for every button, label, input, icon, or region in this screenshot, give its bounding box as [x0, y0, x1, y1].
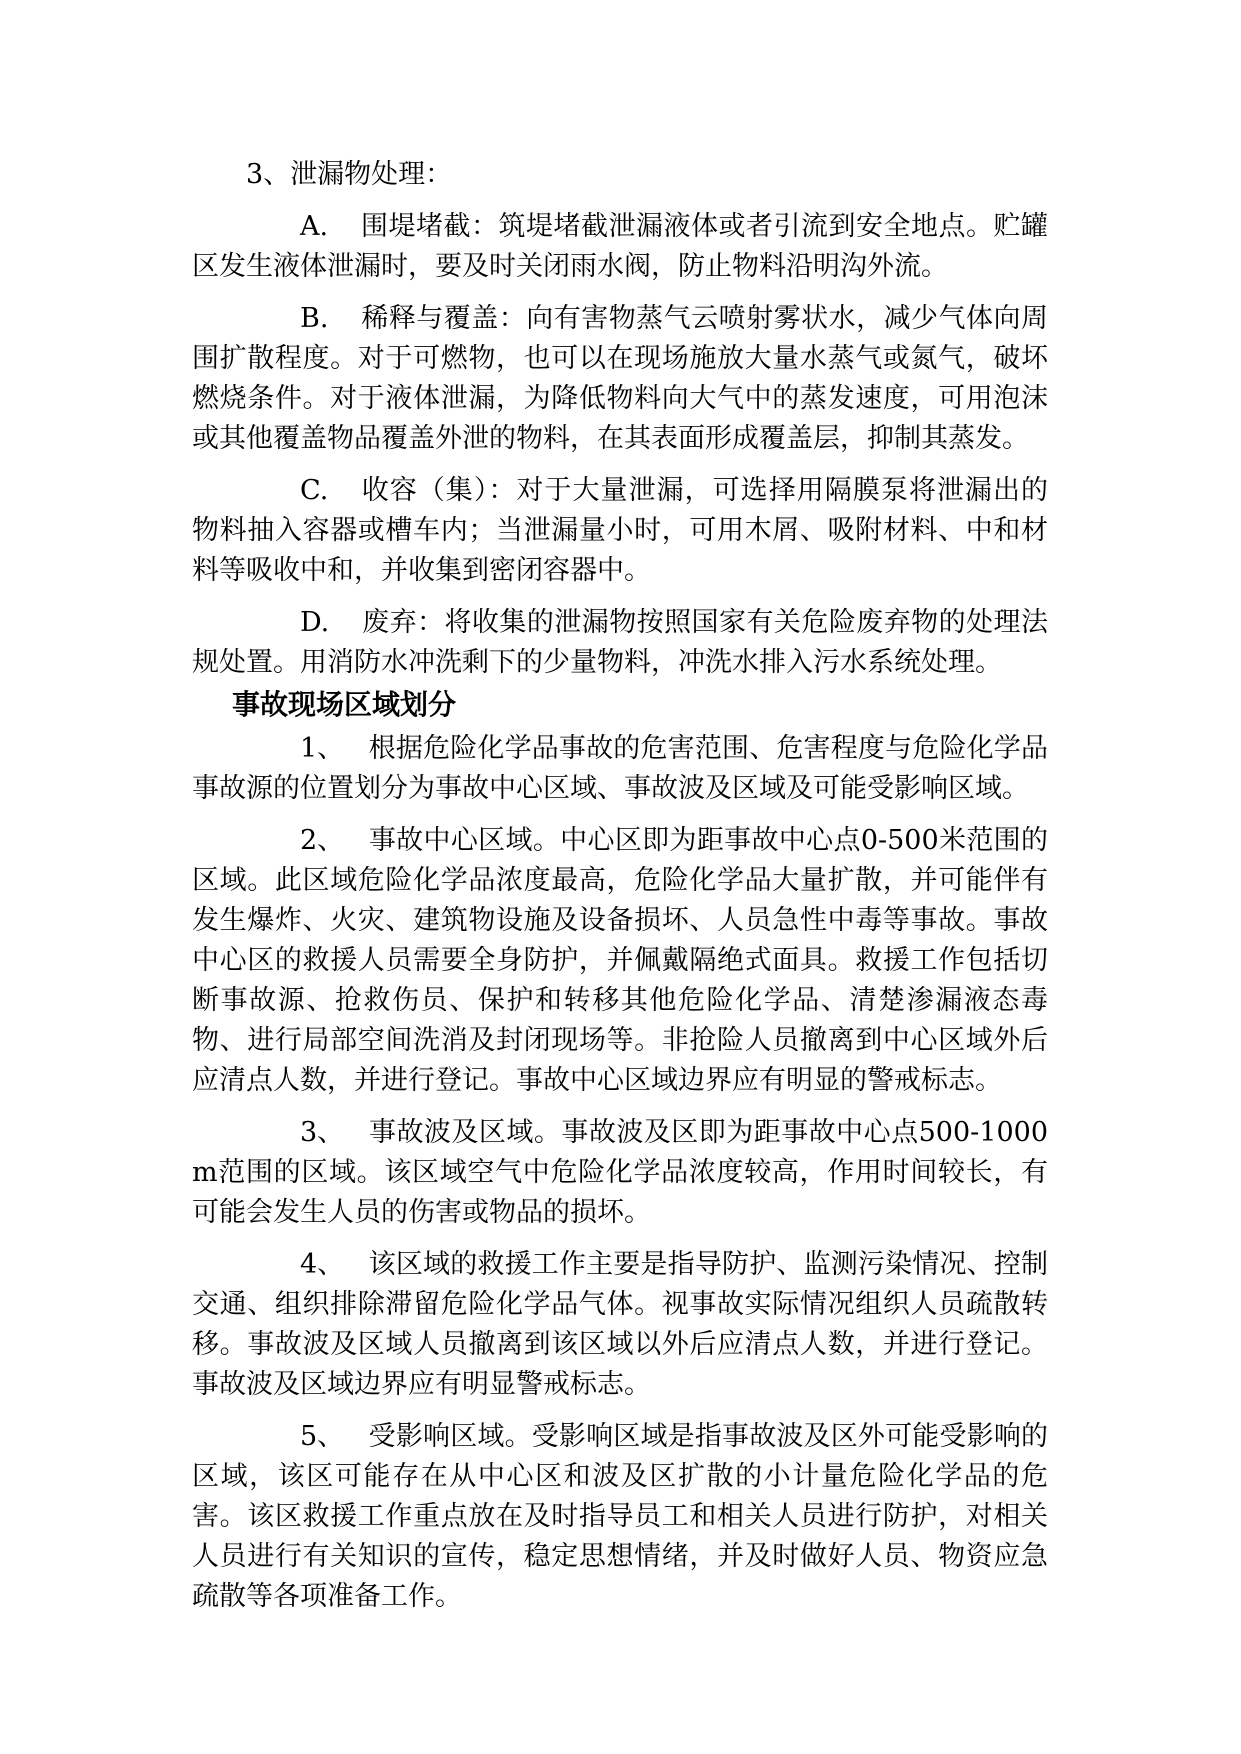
- item-marker: 1、: [300, 733, 345, 764]
- zone-item-1: [192, 729, 1048, 809]
- item-text: 废弃：将收集的泄漏物按照国家有关危险废弃物的处理法规处置。用消防水冲洗剩下的少量物料，冲洗水排入污水系统处理。: [192, 607, 1048, 678]
- zone-item-2: [192, 821, 1048, 1101]
- item-text: 受影响区域。受影响区域是指事故波及区外可能受影响的区域，该区可能存在从中心区和波及区扩散的小计量危险化学品的危害。该区救援工作重点放在及时指导员工和相关人员进行防护，对相关人员进行有关知识的宣传，稳定思想情绪，并及时做好人员、物资应急疏散等各项准备工作。: [192, 1421, 1048, 1612]
- item-marker: B.: [300, 303, 329, 334]
- leak-item-a: [192, 207, 1048, 287]
- item-marker: 4、: [300, 1249, 345, 1280]
- section-3-title: 3、泄漏物处理：: [246, 159, 453, 190]
- item-text: 根据危险化学品事故的危害范围、危害程度与危险化学品事故源的位置划分为事故中心区域、事故波及区域及可能受影响区域。: [192, 733, 1048, 804]
- zone-item-3: [192, 1113, 1048, 1233]
- item-marker: C.: [300, 475, 329, 506]
- item-marker: A.: [300, 211, 329, 242]
- zone-item-4: [192, 1245, 1048, 1405]
- document-page: [192, 155, 1048, 1629]
- leak-item-b: [192, 299, 1048, 459]
- leak-item-d: [192, 603, 1048, 683]
- zone-item-5: [192, 1417, 1048, 1617]
- item-text: 收容（集）：对于大量泄漏，可选择用隔膜泵将泄漏出的物料抽入容器或槽车内；当泄漏量小时，可用木屑、吸附材料、中和材料等吸收中和，并收集到密闭容器中。: [192, 475, 1048, 586]
- item-marker: D.: [300, 607, 330, 638]
- leak-item-c: [192, 471, 1048, 591]
- item-text: 该区域的救援工作主要是指导防护、监测污染情况、控制交通、组织排除滞留危险化学品气体。视事故实际情况组织人员疏散转移。事故波及区域人员撤离到该区域以外后应清点人数，并进行登记。事故波及区域边界应有明显警戒标志。: [192, 1249, 1048, 1400]
- item-text: 事故波及区域。事故波及区即为距事故中心点500-1000m范围的区域。该区域空气中危险化学品浓度较高，作用时间较长，有可能会发生人员的伤害或物品的损坏。: [192, 1117, 1048, 1228]
- item-marker: 3、: [300, 1117, 345, 1148]
- item-text: 围堤堵截：筑堤堵截泄漏液体或者引流到安全地点。贮罐区发生液体泄漏时，要及时关闭雨水阀，防止物料沿明沟外流。: [192, 211, 1048, 282]
- item-text: 事故中心区域。中心区即为距事故中心点0-500米范围的区域。此区域危险化学品浓度最高，危险化学品大量扩散，并可能伴有发生爆炸、火灾、建筑物设施及设备损坏、人员急性中毒等事故。事故中心区的救援人员需要全身防护，并佩戴隔绝式面具。救援工作包括切断事故源、抢救伤员、保护和转移其他危险化学品、清楚渗漏液态毒物、进行局部空间洗消及封闭现场等。非抢险人员撤离到中心区域外后应清点人数，并进行登记。事故中心区域边界应有明显的警戒标志。: [192, 825, 1048, 1096]
- item-marker: 2、: [300, 825, 345, 856]
- item-text: 稀释与覆盖：向有害物蒸气云喷射雾状水，减少气体向周围扩散程度。对于可燃物，也可以在现场施放大量水蒸气或氮气，破坏燃烧条件。对于液体泄漏，为降低物料向大气中的蒸发速度，可用泡沫或其他覆盖物品覆盖外泄的物料，在其表面形成覆盖层，抑制其蒸发。: [192, 303, 1048, 454]
- item-marker: 5、: [300, 1421, 345, 1452]
- section-heading: 事故现场区域划分: [232, 688, 457, 721]
